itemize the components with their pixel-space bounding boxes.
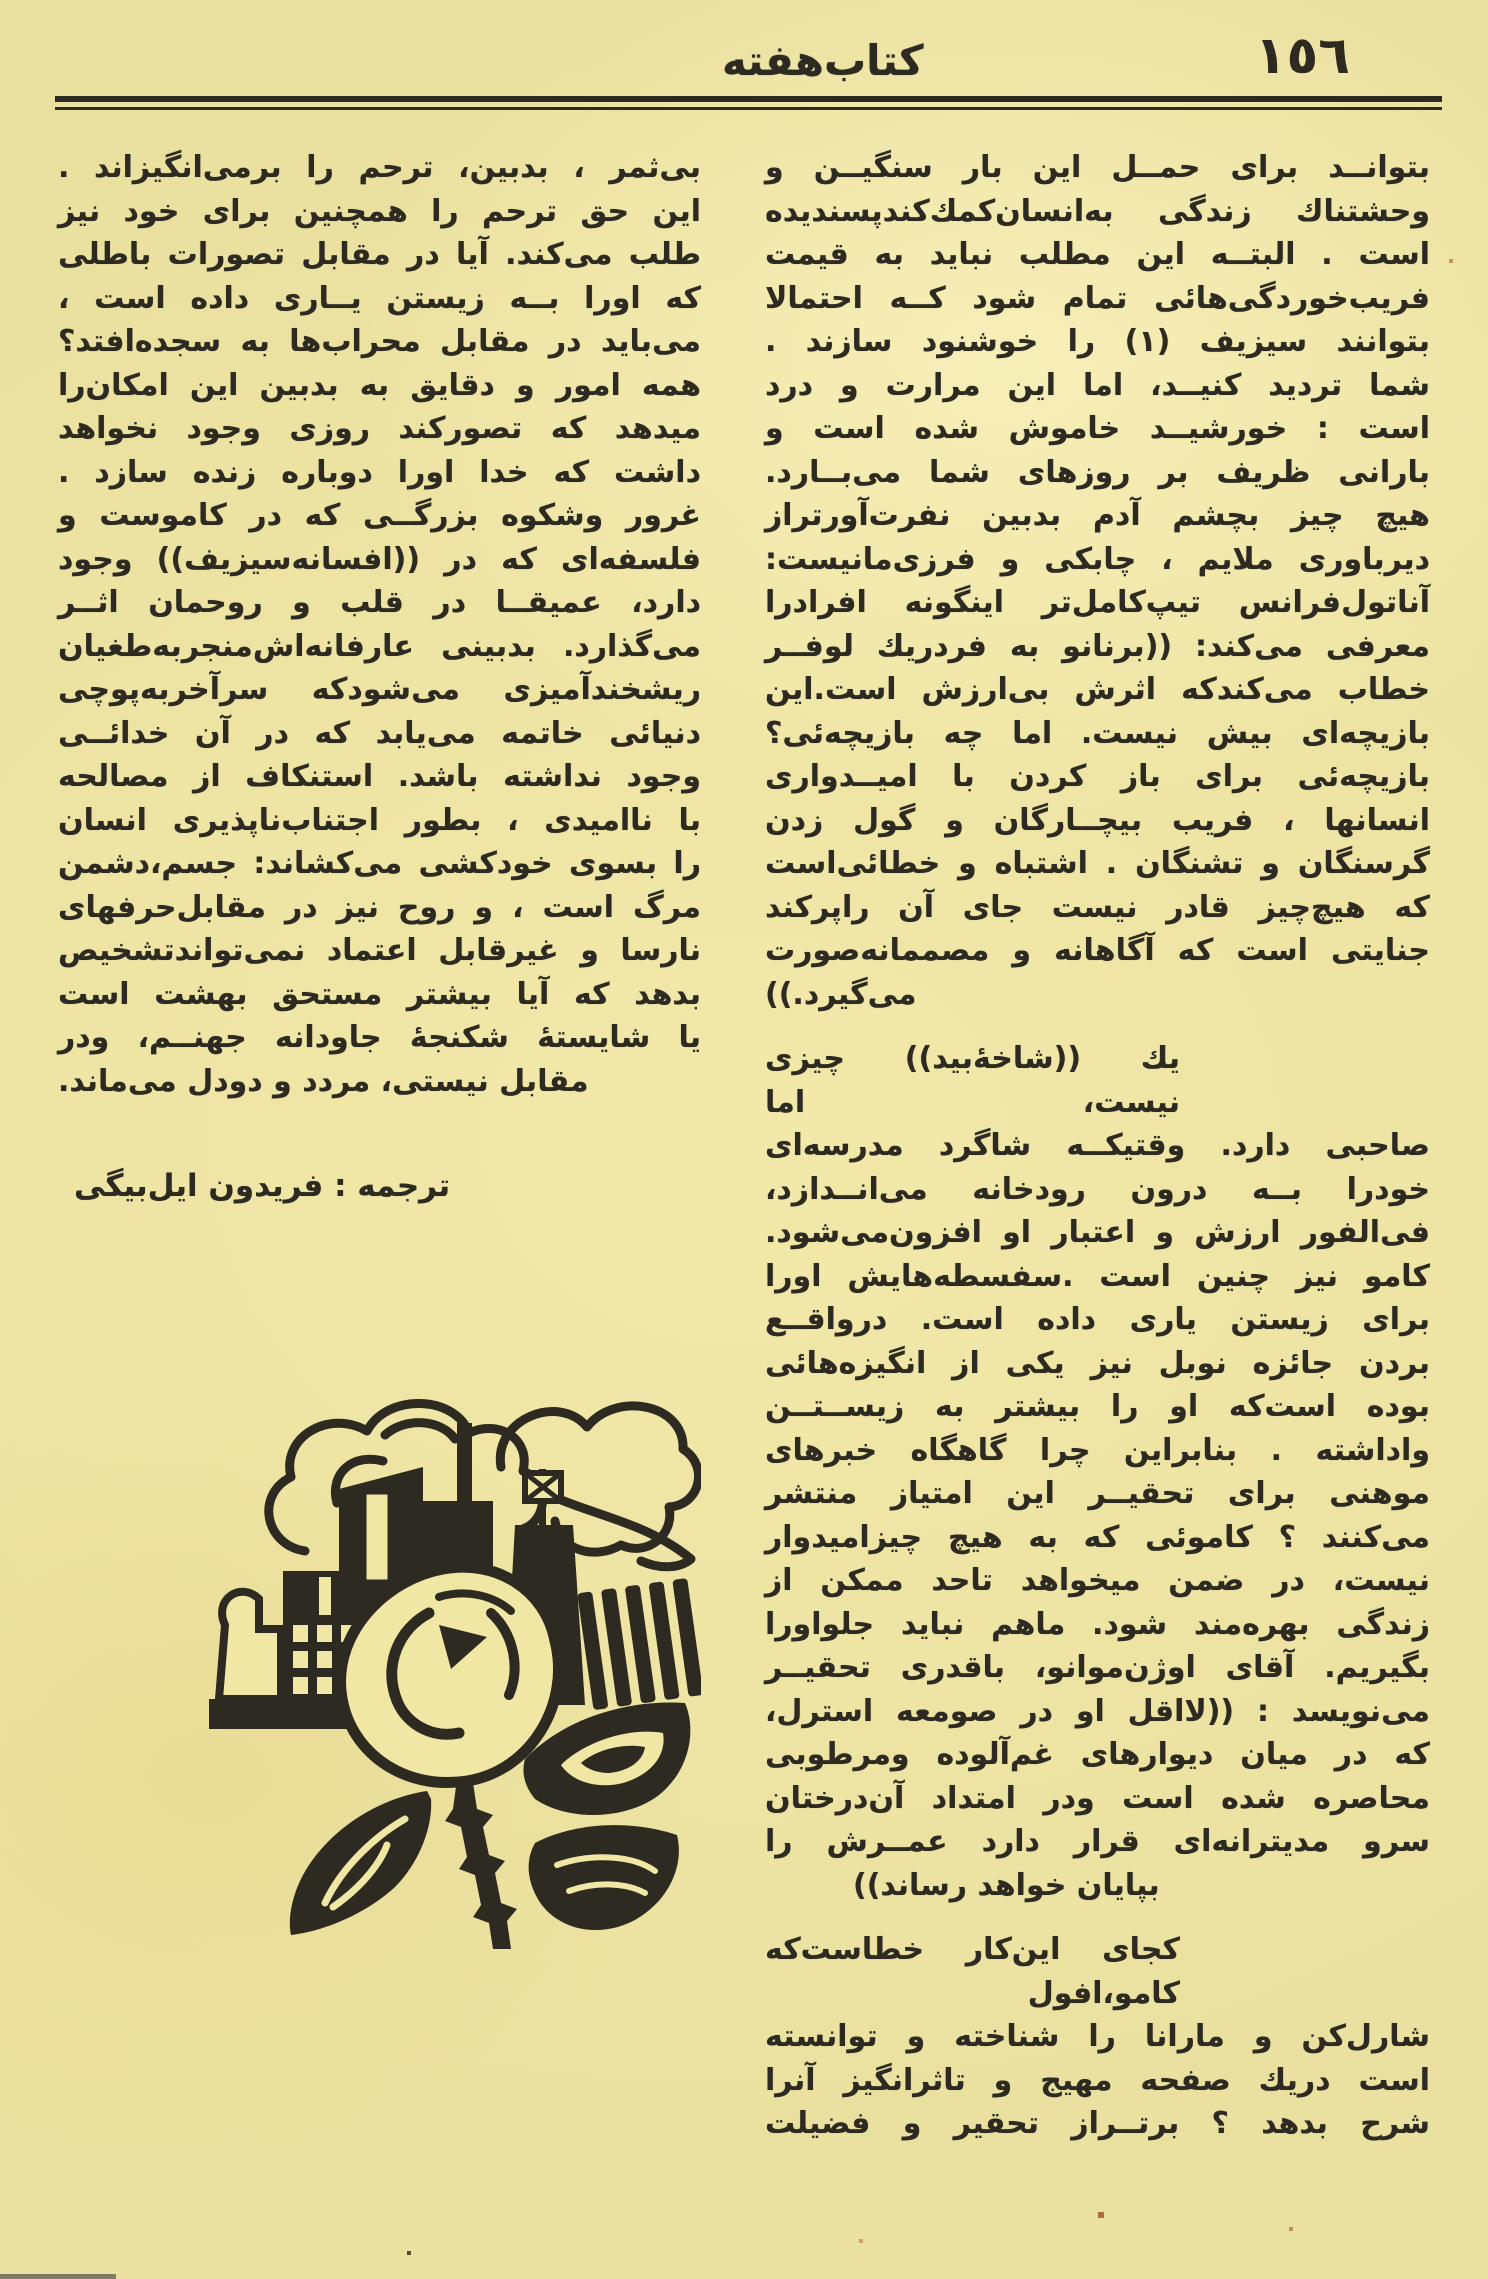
page-number: ١٥٦ <box>1254 26 1350 86</box>
text-line: را بسوی خودکشی می‌کشاند: جسم،دشمن <box>58 846 701 881</box>
text-line: سرو مدیترانه‌ای قرار دارد عمــرش را <box>765 1824 1430 1859</box>
text-line: وجود نداشته باشد. استنکاف از مصالحه <box>58 759 701 794</box>
text-line: می‌نویسد : ((لااقل او در صومعه استرل، <box>765 1693 1430 1729</box>
rose-factory-illustration <box>189 1373 701 1953</box>
text-line: یا شایستهٔ شکنجهٔ جاودانه جهنــم، ودر <box>58 1020 701 1055</box>
text-line: دارد، عمیقــا در قلب و روحمان اثــر <box>58 585 701 620</box>
text-line: آناتول‌فرانس تیپ‌کامل‌تر اینگونه افرادرا <box>765 585 1430 620</box>
text-line: معرفی می‌کند: ((برنانو به فردریك لوفــر <box>765 628 1430 664</box>
text-line: که در میان دیوارهای غم‌آلوده ومرطوبی <box>765 1737 1430 1772</box>
text-line: نیست، در ضمن میخواهد تاحد ممکن از <box>765 1563 1430 1598</box>
text-line: فریب‌خوردگی‌هائی تمام شود کــه احتمالا <box>765 280 1430 316</box>
text-line: بگیریم. آقای اوژن‌موانو، باقدری تحقیــر <box>765 1650 1430 1685</box>
text-line: با ناامیدی ، بطور اجتناب‌ناپذیری انسان <box>58 802 701 838</box>
text-line: بوده است‌که او را بیشتر به زیســتــن <box>765 1389 1430 1424</box>
text-line: بدهد که آیا بیشتر مستحق بهشت است <box>58 976 701 1012</box>
woodcut-rose-factory-icon <box>189 1373 701 1953</box>
column-right <box>765 146 1430 2146</box>
text-line: انسانها ، فریب بیچــارگان و گول زدن <box>765 802 1430 838</box>
paper-specks <box>0 0 2 2</box>
text-line: زندگی بهره‌مند شود. ماهم نباید جلواورا <box>765 1606 1430 1642</box>
text-line: غرور وشکوه بزرگــی که در کاموست و <box>58 498 701 533</box>
text-line: بازیچه‌ئی برای باز کردن با امیــدواری <box>765 759 1430 794</box>
text-line: مقابل نیستی، مردد و دودل می‌ماند. <box>58 1063 589 1099</box>
text-line: بارانی ظریف بر روزهای شما می‌بــارد. <box>765 454 1430 490</box>
text-line: بپایان خواهد رساند)) <box>853 1867 1160 1903</box>
text-line: بتوانند سیزیف (١) را خوشنود سازند . <box>765 324 1430 359</box>
text-line: گرسنگان و تشنگان . اشتباه و خطائی‌است <box>765 846 1430 881</box>
text-line: واداشته . بنابراین چرا گاهگاه خبرهای <box>765 1432 1430 1468</box>
text-line: صاحبی دارد. وقتیکــه شاگرد مدرسه‌ای <box>765 1128 1430 1163</box>
scan-edge-artifact <box>0 2274 116 2279</box>
text-line: خطاب می‌کندکه اثرش بی‌ارزش است.این <box>765 672 1430 707</box>
translator-credit: ترجمه : فریدون ایل‌بیگی <box>74 1168 451 1204</box>
text-line: است . البتــه این مطلب نباید به قیمت <box>765 237 1430 272</box>
column-right-text <box>765 146 1430 2146</box>
text-line: کجای این‌کار خطاست‌که کامو،افول <box>765 1932 1180 2011</box>
text-line: است : خورشیــد خاموش شده است و <box>765 411 1430 446</box>
text-line: یك ((شاخهٔ‌بید)) چیزی نیست، اما <box>765 1041 1180 1120</box>
header-divider-rule <box>55 96 1442 110</box>
text-line: طلب می‌کند. آیا در مقابل تصورات باطلی <box>58 237 701 272</box>
text-line: خودرا بــه درون رودخانه می‌انــدازد، <box>765 1171 1430 1207</box>
text-line: مرگ است ، و روح نیز در مقابل‌حرفهای <box>58 889 701 925</box>
text-line: جنایتی است که آگاهانه و مصممانه‌صورت <box>765 933 1430 968</box>
text-line: داشت که خدا اورا دوباره زنده سازد . <box>58 454 701 490</box>
text-line: دیرباوری ملایم ، چابکی و فرزی‌مانیست: <box>765 541 1430 577</box>
text-line: فلسفه‌ای که در ((افسانه‌سیزیف)) وجود <box>58 541 701 577</box>
text-line: محاصره شده است ودر امتداد آن‌درختان <box>765 1780 1430 1816</box>
text-line: هیچ چیز بچشم آدم بدبین نفرت‌آورتراز <box>765 498 1430 533</box>
magazine-title: کتاب‌هفته <box>722 36 924 85</box>
text-line: ریشخندآمیزی می‌شودکه سرآخربه‌پوچی <box>58 672 701 707</box>
column-left-text <box>58 146 701 1103</box>
paragraph <box>58 146 701 1103</box>
text-line: دنیائی خاتمه می‌یابد که در آن خدائــی <box>58 715 701 751</box>
text-line: است دریك صفحه مهیج و تاثرانگیز آنرا <box>765 2062 1430 2098</box>
text-line: همه امور و دقایق به بدبین این امکان‌را <box>58 367 701 403</box>
text-line: موهنی برای تحقیــر این امتیاز منتشر <box>765 1476 1430 1511</box>
text-line: می‌کنند ؟ کاموئی که به هیچ چیزامیدوار <box>765 1519 1430 1555</box>
text-line: نارسا و غیرقابل اعتماد نمی‌تواندتشخیص <box>58 933 701 968</box>
text-line: شما تردید كنیــد، اما این مرارت و درد <box>765 367 1430 403</box>
text-columns <box>58 146 1430 2146</box>
text-line: که هیچ‌چیز قادر نیست جای آن راپرکند <box>765 889 1430 925</box>
text-line: برای زیستن یاری داده است. درواقــع <box>765 1302 1430 1337</box>
text-line: می‌گیرد.)) <box>765 976 917 1012</box>
text-line: این حق ترحم را همچنین برای خود نیز <box>58 193 701 229</box>
text-line: بازیچه‌ای بیش نیست. اما چه بازیچه‌ئی؟ <box>765 715 1430 751</box>
column-left <box>58 146 701 2146</box>
text-line: بی‌ثمر ، بدبین، ترحم را برمی‌انگیزاند . <box>58 150 701 185</box>
text-line: میدهد که تصورکند روزی وجود نخواهد <box>58 411 701 446</box>
paragraph <box>765 146 1430 1016</box>
paragraph <box>765 1928 1430 2146</box>
text-line: فی‌الفور ارزش و اعتبار او افزون‌می‌شود. <box>765 1215 1430 1250</box>
text-line: بردن جائزه نوبل نیز یکی از انگیزه‌هائی <box>765 1345 1430 1381</box>
text-line: شرح بدهد ؟ برتــراز تحقیر و فضیلت <box>765 2106 1430 2141</box>
text-line: می‌باید در مقابل محراب‌ها به سجده‌افتد؟ <box>58 324 701 359</box>
paragraph <box>765 1037 1430 1907</box>
text-line: که اورا بــه زیستن یــاری داده است ، <box>58 280 701 316</box>
text-line: بتوانــد برای حمــل این بار سنگیــن و <box>765 150 1430 185</box>
text-line: شارل‌کن و مارانا را شناخته و توانسته <box>765 2019 1430 2054</box>
text-line: کامو نیز چنین است .سفسطه‌هایش اورا <box>765 1258 1430 1294</box>
text-line: می‌گذارد. بدبینی عارفانه‌اش‌منجربه‌طغیان <box>58 628 701 664</box>
text-line: وحشتناك زندگی به‌انسان‌كمك‌كندپسندیده <box>765 193 1430 229</box>
